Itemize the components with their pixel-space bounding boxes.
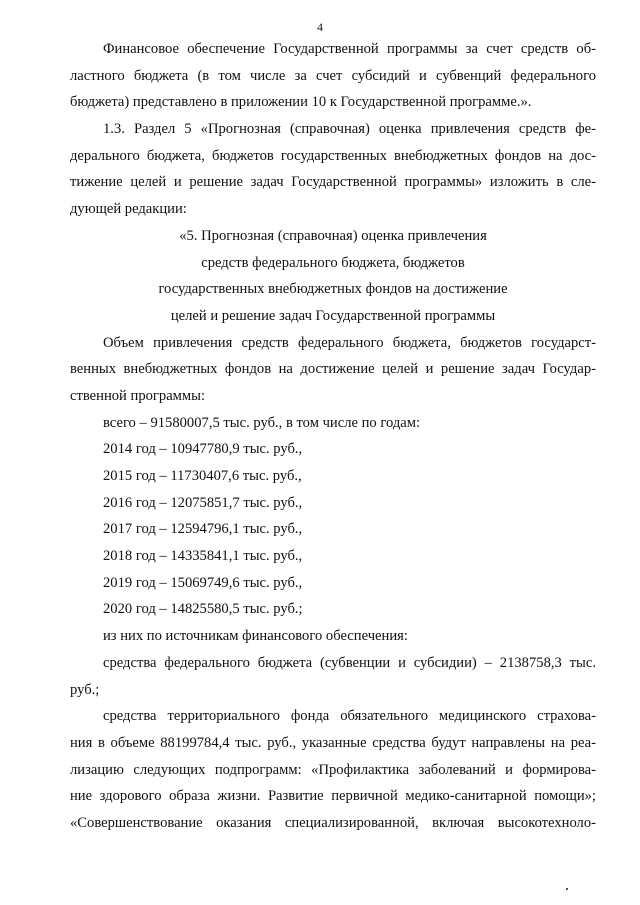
document-body [70, 36, 596, 837]
scan-speck [566, 888, 568, 890]
text-line: 2018 год – 14335841,1 тыс. руб., [103, 548, 303, 565]
text-line: 2020 год – 14825580,5 тыс. руб.; [103, 601, 303, 618]
text-line: всего – 91580007,5 тыс. руб., в том числе по годам: [103, 414, 421, 431]
text-line: руб.; [70, 681, 100, 698]
text-line: ластного бюджета (в том числе за счет субсидий и субвенций федерального [70, 67, 596, 84]
text-line: дерального бюджета, бюджетов государственных внебюджетных фондов на дос- [70, 147, 596, 164]
text-line: средства территориального фонда обязательного медицинского страхова- [103, 708, 596, 725]
text-line: дующей редакции: [70, 201, 187, 218]
text-line: 2019 год – 15069749,6 тыс. руб., [103, 574, 303, 591]
text-line: 2014 год – 10947780,9 тыс. руб., [103, 441, 303, 458]
text-line: целей и решение задач Государственной программы [170, 307, 496, 324]
text-line: «5. Прогнозная (справочная) оценка привлечения [179, 227, 487, 244]
text-line: средств федерального бюджета, бюджетов [201, 254, 465, 271]
text-line: венных внебюджетных фондов на достижение целей и решение задач Государ- [70, 361, 596, 378]
text-line: из них по источникам финансового обеспечения: [103, 628, 408, 645]
text-line: ственной программы: [70, 387, 206, 404]
text-line: 2017 год – 12594796,1 тыс. руб., [103, 521, 303, 538]
text-line: государственных внебюджетных фондов на достижение [158, 281, 508, 298]
text-line: ния в объеме 88199784,4 тыс. руб., указанные средства будут направлены на реа- [70, 734, 596, 751]
text-line: 2015 год – 11730407,6 тыс. руб., [103, 468, 302, 484]
text-line: «Совершенствование оказания специализированной, включая высокотехноло- [70, 814, 596, 831]
page-number: 4 [317, 20, 323, 34]
text-line: 1.3. Раздел 5 «Прогнозная (справочная) оценка привлечения средств фе- [103, 121, 596, 138]
text-line: бюджета) представлено в приложении 10 к Государственной программе.». [70, 94, 532, 111]
text-line: Финансовое обеспечение Государственной программы за счет средств об- [103, 41, 596, 57]
text-line: ние здорового образа жизни. Развитие первичной медико-санитарной помощи»; [70, 788, 596, 805]
text-line: средства федерального бюджета (субвенции и субсидии) – 2138758,3 тыс. [103, 654, 596, 671]
text-line: лизацию следующих подпрограмм: «Профилактика заболеваний и формирова- [70, 761, 596, 778]
text-line: 2016 год – 12075851,7 тыс. руб., [103, 494, 303, 511]
text-line: Объем привлечения средств федерального бюджета, бюджетов государст- [103, 334, 596, 351]
text-line: тижение целей и решение задач Государственной программы» изложить в сле- [70, 174, 596, 191]
